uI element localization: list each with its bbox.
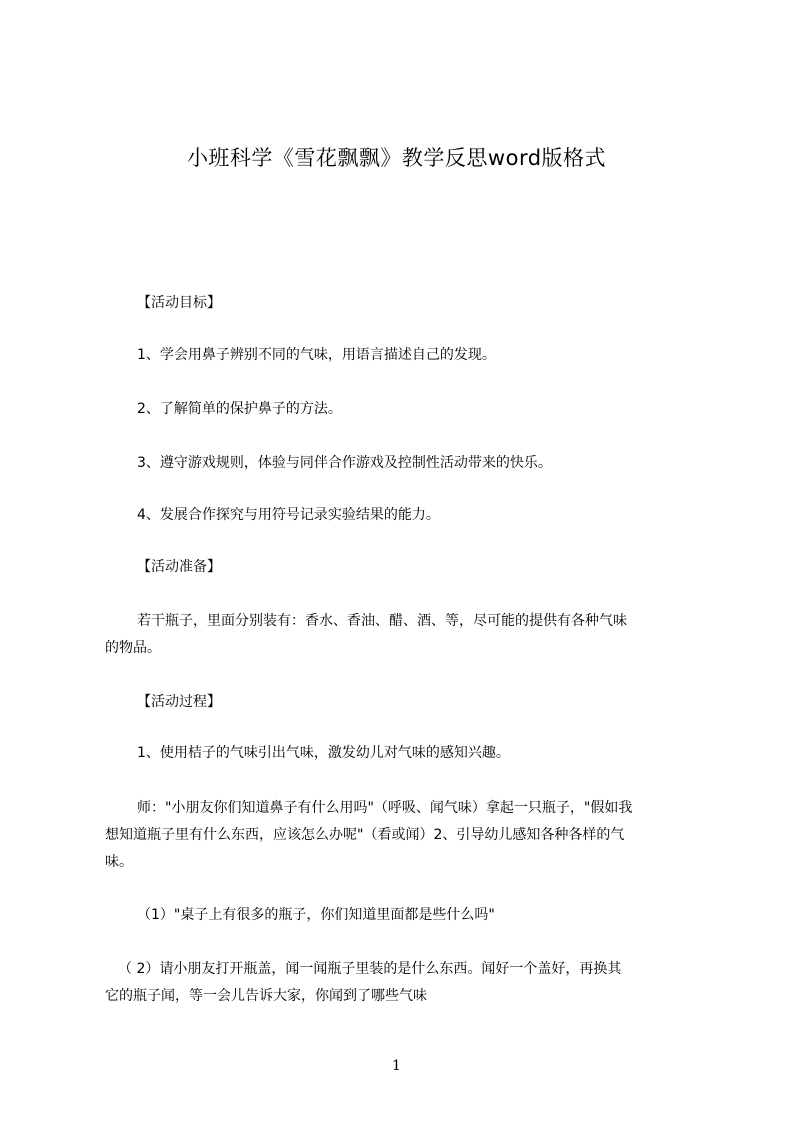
goal-3: 3、遵守游戏规则，体验与同伴合作游戏及控制性活动带来的快乐。 xyxy=(137,455,552,471)
teacher-dialogue-line-2: 想知道瓶子里有什么东西，应该怎么办呢"（看或闻）2、引导幼儿感知各种各样的气 xyxy=(105,827,625,843)
goal-2: 2、了解简单的保护鼻子的方法。 xyxy=(137,401,342,417)
heading-activity-goals: 【活动目标】 xyxy=(137,295,221,311)
process-step-1: 1、使用桔子的气味引出气味，激发幼儿对气味的感知兴趣。 xyxy=(137,745,510,761)
substep-2-line-1: （ 2）请小朋友打开瓶盖，闻一闻瓶子里装的是什么东西。闻好一个盖好，再换其 xyxy=(118,961,622,977)
preparation-text-line-2: 的物品。 xyxy=(105,640,161,656)
document-title: 小班科学《雪花飘飘》教学反思word版格式 xyxy=(186,146,607,170)
heading-activity-process: 【活动过程】 xyxy=(137,694,221,710)
teacher-dialogue-line-1: 师："小朋友你们知道鼻子有什么用吗"（呼吸、闻气味）拿起一只瓶子，"假如我 xyxy=(137,800,633,816)
substep-1: （1）"桌子上有很多的瓶子，你们知道里面都是些什么吗" xyxy=(137,907,495,923)
substep-2-line-2: 它的瓶子闻，等一会儿告诉大家，你闻到了哪些气味 xyxy=(105,988,427,1004)
teacher-dialogue-line-3: 味。 xyxy=(105,854,133,870)
goal-1: 1、学会用鼻子辨别不同的气味，用语言描述自己的发现。 xyxy=(137,347,496,363)
goal-4: 4、发展合作探究与用符号记录实验结果的能力。 xyxy=(137,507,440,523)
heading-activity-preparation: 【活动准备】 xyxy=(137,559,221,575)
page-number: 1 xyxy=(392,1058,401,1074)
preparation-text-line-1: 若干瓶子，里面分别装有：香水、香油、醋、酒、等，尽可能的提供有各种气味 xyxy=(137,613,627,629)
